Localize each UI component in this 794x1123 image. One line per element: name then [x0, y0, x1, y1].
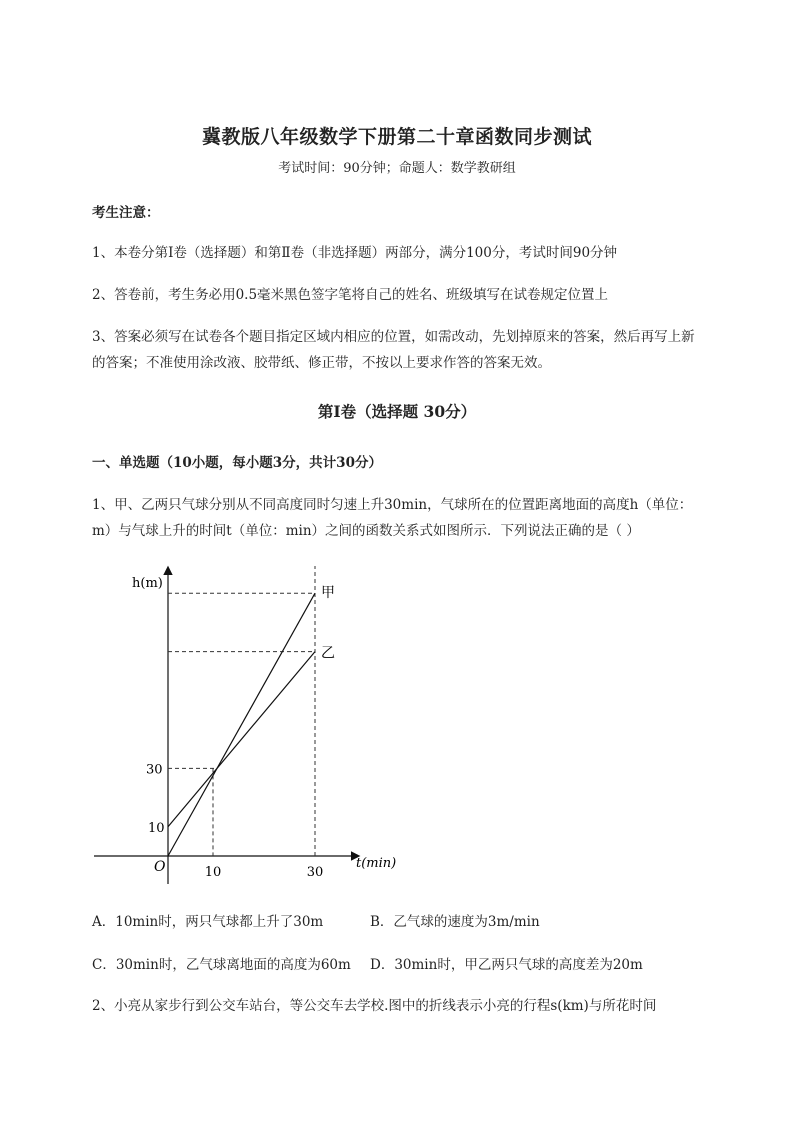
question-1-line-1: 1、甲、乙两只气球分别从不同高度同时匀速上升30min，气球所在的位置距离地面的高度h（单位：: [92, 497, 693, 513]
series-line-jia: [168, 593, 315, 856]
option-c: C．30min时，乙气球离地面的高度为60m: [92, 957, 351, 973]
page-subtitle: 考试时间：90分钟；命题人：数学教研组: [278, 161, 516, 176]
x-axis-label: t(min): [356, 856, 397, 871]
series-line-yi: [168, 652, 315, 827]
y-axis-label: h(m): [132, 576, 163, 591]
origin-label: O: [154, 859, 166, 875]
part-heading: 一、单选题（10小题，每小题3分，共计30分）: [92, 455, 382, 471]
y-tick-label: 30: [146, 762, 163, 778]
x-tick-label: 30: [306, 865, 324, 880]
question-1-line-2: m）与气球上升的时间t（单位：min）之间的函数关系式如图所示．下列说法正确的是（ ）: [92, 523, 640, 539]
y-tick-label: 10: [148, 820, 165, 836]
notice-heading: 考生注意：: [92, 205, 160, 221]
page-title: 冀教版八年级数学下册第二十章函数同步测试: [201, 126, 592, 148]
question-2-line-1: 2、小亮从家步行到公交车站台，等公交车去学校.图中的折线表示小亮的行程s(km)与所花时间: [92, 998, 657, 1014]
notice-item: 的答案；不准使用涂改液、胶带纸、修正带，不按以上要求作答的答案无效。: [92, 355, 551, 371]
series-label-yi: 乙: [321, 645, 335, 662]
option-b: B．乙气球的速度为3m/min: [370, 914, 540, 930]
section-title: 第I卷（选择题 30分）: [317, 402, 477, 421]
option-a: A．10min时，两只气球都上升了30m: [92, 914, 324, 930]
notice-item: 2、答卷前，考生务必用0.5毫米黑色签字笔将自己的姓名、班级填写在试卷规定位置上: [92, 287, 609, 303]
option-d: D．30min时，甲乙两只气球的高度差为20m: [370, 957, 643, 973]
notice-item: 1、本卷分第I卷（选择题）和第Ⅱ卷（非选择题）两部分，满分100分，考试时间90分钟: [92, 245, 618, 261]
notice-item: 3、答案必须写在试卷各个题目指定区域内相应的位置，如需改动，先划掉原来的答案，然后再写上新: [92, 329, 695, 345]
function-graph: [86, 560, 397, 890]
series-label-jia: 甲: [321, 585, 335, 602]
x-tick-label: 10: [204, 865, 222, 880]
